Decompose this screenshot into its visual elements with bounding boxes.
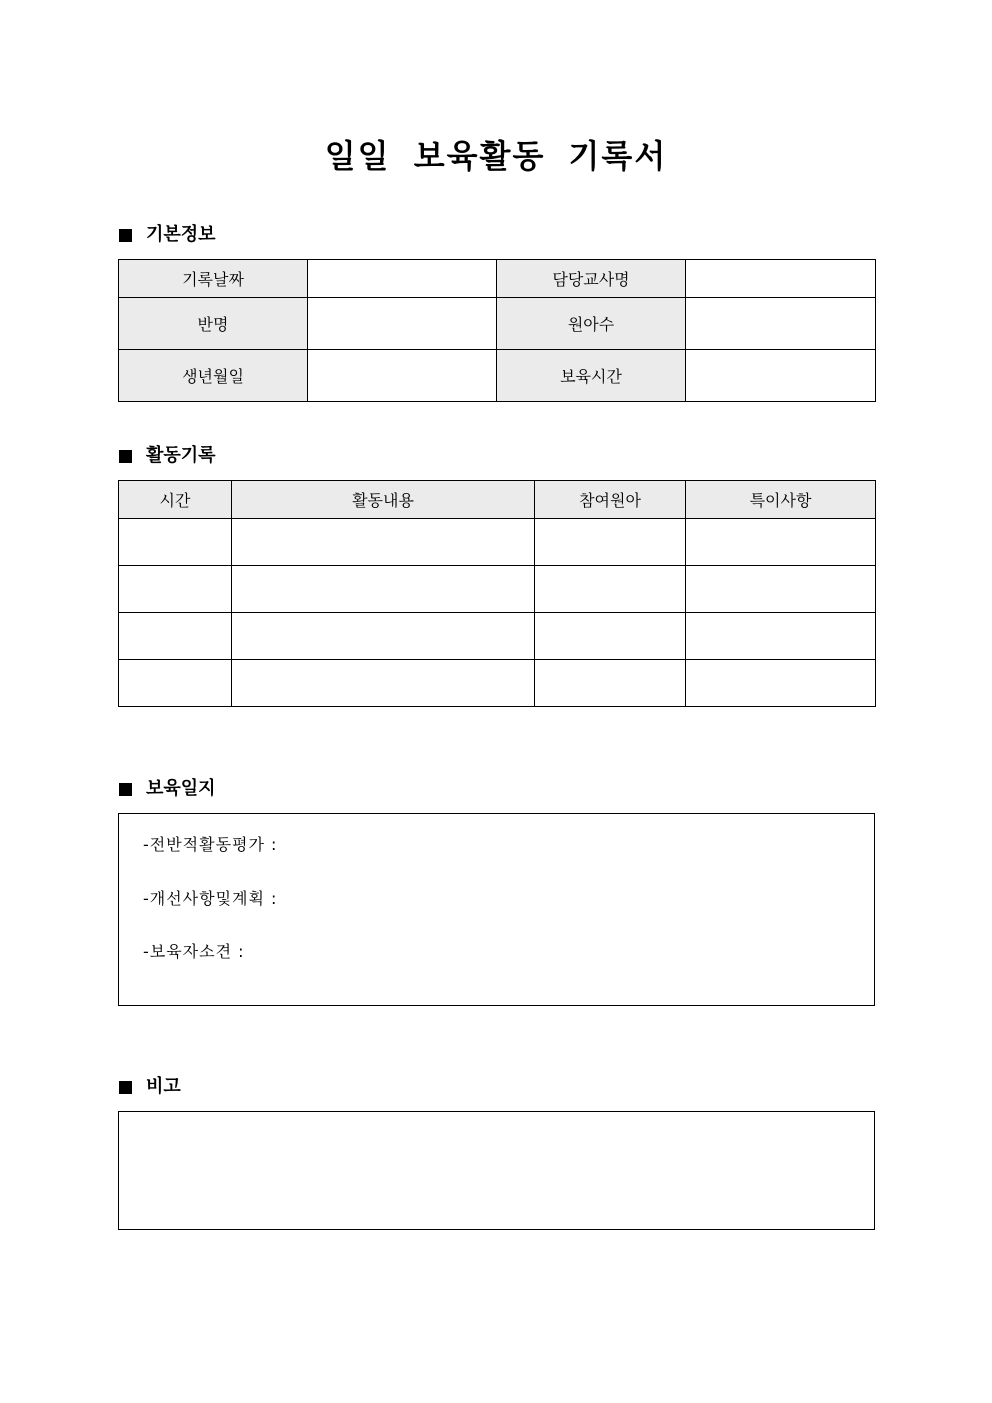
teacher-name-field[interactable] [686, 260, 876, 298]
section-heading-label: 보육일지 [146, 778, 216, 799]
label-record-date: 기록날짜 [119, 260, 308, 298]
page-title: 일일 보육활동 기록서 [324, 137, 668, 175]
basic-info-table [118, 259, 876, 402]
remarks-box[interactable] [118, 1111, 875, 1230]
label-care-hours: 보육시간 [497, 350, 686, 402]
section-heading-activity [119, 443, 216, 469]
birth-date-field[interactable] [308, 350, 497, 402]
column-header-participants: 참여원아 [535, 481, 686, 519]
square-bullet-icon [119, 229, 132, 242]
participants-cell[interactable] [535, 613, 686, 660]
table-header-row [119, 481, 876, 519]
time-cell[interactable] [119, 613, 232, 660]
class-name-field[interactable] [308, 298, 497, 350]
participants-cell[interactable] [535, 519, 686, 566]
table-row [119, 613, 876, 660]
table-row [119, 660, 876, 707]
table-row [119, 350, 876, 402]
square-bullet-icon [119, 1081, 132, 1094]
journal-box[interactable] [118, 813, 875, 1006]
record-date-field[interactable] [308, 260, 497, 298]
column-header-notes: 특이사항 [686, 481, 876, 519]
notes-cell[interactable] [686, 566, 876, 613]
notes-cell[interactable] [686, 660, 876, 707]
notes-cell[interactable] [686, 519, 876, 566]
section-heading-basic-info [119, 222, 216, 248]
participants-cell[interactable] [535, 566, 686, 613]
section-heading-journal [119, 776, 216, 802]
journal-line-caregiver-opinion: -보육자소견 : [143, 942, 245, 961]
table-row [119, 298, 876, 350]
label-birth-date: 생년월일 [119, 350, 308, 402]
square-bullet-icon [119, 450, 132, 463]
label-child-count: 원아수 [497, 298, 686, 350]
activity-content-cell[interactable] [232, 613, 535, 660]
column-header-activity-content: 활동내용 [232, 481, 535, 519]
time-cell[interactable] [119, 660, 232, 707]
table-row [119, 566, 876, 613]
time-cell[interactable] [119, 519, 232, 566]
activity-content-cell[interactable] [232, 519, 535, 566]
activity-content-cell[interactable] [232, 660, 535, 707]
label-teacher-name: 담당교사명 [497, 260, 686, 298]
journal-line-overall-evaluation: -전반적활동평가 : [143, 835, 278, 854]
time-cell[interactable] [119, 566, 232, 613]
journal-line-improvement-plan: -개선사항및계획 : [143, 889, 278, 908]
activity-content-cell[interactable] [232, 566, 535, 613]
section-heading-label: 비고 [146, 1076, 181, 1097]
square-bullet-icon [119, 783, 132, 796]
section-heading-label: 기본정보 [146, 224, 216, 245]
care-hours-field[interactable] [686, 350, 876, 402]
child-count-field[interactable] [686, 298, 876, 350]
participants-cell[interactable] [535, 660, 686, 707]
label-class-name: 반명 [119, 298, 308, 350]
column-header-time: 시간 [119, 481, 232, 519]
table-row [119, 519, 876, 566]
section-heading-remarks [119, 1074, 181, 1100]
notes-cell[interactable] [686, 613, 876, 660]
section-heading-label: 활동기록 [146, 445, 216, 466]
table-row [119, 260, 876, 298]
activity-table [118, 480, 876, 707]
